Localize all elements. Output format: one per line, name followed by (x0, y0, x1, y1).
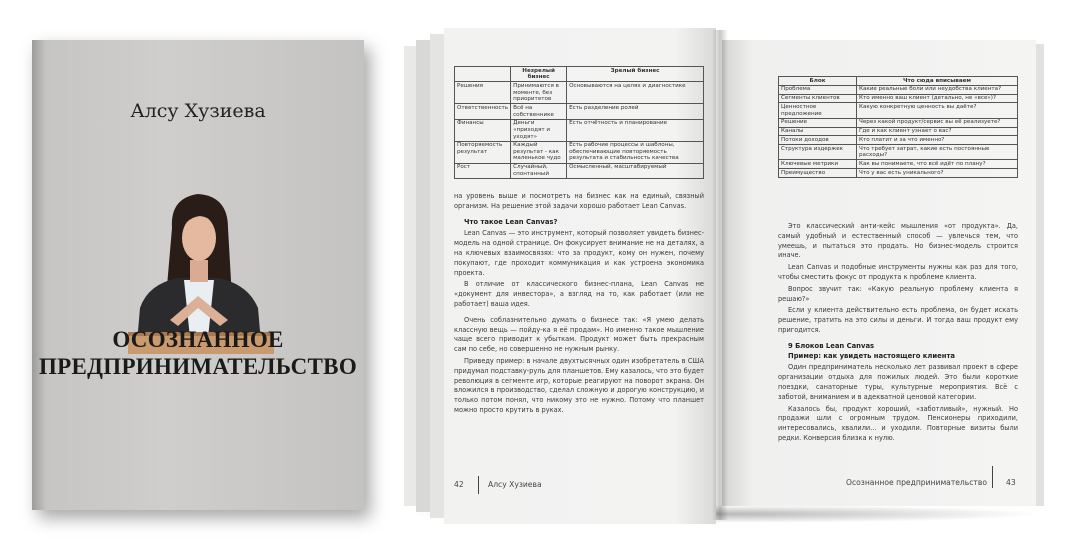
table-cell: Кто платит и за что именно? (857, 136, 1018, 145)
table-cell: Есть отчётность и планирование (567, 119, 704, 141)
table-row (455, 141, 704, 163)
table-cell: Финансы (455, 119, 511, 141)
table-cell: Каналы (779, 127, 857, 136)
table-cell: Какие реальные боли или неудобства клиента? (857, 85, 1018, 94)
page-number: 42 (454, 480, 464, 489)
table-cell: Решения (455, 82, 511, 104)
table-cell: Каждый результат - как маленькое чудо (511, 141, 567, 163)
table-cell: Принимаются в моменте, без приоритетов (511, 82, 567, 104)
table-cell: Через какой продукт/сервис вы её реализуете? (857, 118, 1018, 127)
paragraph: Это классический анти-кейс мышления «от продукта». Да, самый удобный и естественный способ — увлечься тем, что умеешь, и пытаться это продать. Но бизнес-модель строится иначе. (778, 222, 1018, 260)
left-page (444, 28, 716, 524)
paragraph: Если у клиента действительно есть проблема, он будет искать решение, тратить на это силы и деньги. И тогда ваш продукт ему пригодится. (778, 306, 1018, 334)
table-row (779, 136, 1018, 145)
table-cell: Кто именно ваш клиент (детально, не «все»)? (857, 94, 1018, 103)
table-header-row (779, 77, 1018, 86)
footer-divider (478, 476, 479, 494)
table-cell: Проблема (779, 85, 857, 94)
table-row (779, 94, 1018, 103)
table-cell: Где и как клиент узнает о вас? (857, 127, 1018, 136)
section-subheading: Пример: как увидеть настоящего клиента (788, 351, 955, 360)
table-cell: Как вы понимаете, что всё идёт по плану? (857, 160, 1018, 169)
table-header (455, 67, 511, 82)
table-header: Зрелый бизнес (567, 67, 704, 82)
table-row (455, 104, 704, 119)
paragraph: на уровень выше и посмотреть на бизнес как на единый, связный организм. На решение этой задачи хорошо работает Lean Canvas. (454, 192, 704, 210)
table-cell: Есть разделение ролей (567, 104, 704, 119)
footer-divider (992, 466, 993, 488)
book-cover (32, 40, 364, 510)
table-cell: Деньги «приходят и уходят» (511, 119, 567, 141)
table-header-row (455, 67, 704, 82)
page-number: 43 (1006, 478, 1016, 487)
right-page (722, 40, 1036, 506)
section-heading: 9 Блоков Lean Canvas (788, 341, 875, 350)
cover-author: Алсу Хузиева (130, 100, 266, 122)
table-row (779, 169, 1018, 178)
table-cell: Есть рабочие процессы и шаблоны, обеспечивающие повторяемость результата и стабильность качества (567, 141, 704, 163)
paragraph: Очень соблазнительно думать о бизнесе так: «Я умею делать классную вещь — пойду-ка я её продам». Но именно такое мышление чаще всего приводит к убыткам. Продукт может быть прекрасным сам по себе, но совершенно не нужным рынку. (454, 315, 704, 354)
running-head: Осознанное предпринимательство (846, 478, 987, 487)
table-cell: Решение (779, 118, 857, 127)
table-row (455, 163, 704, 178)
table-cell: Сегменты клиентов (779, 94, 857, 103)
table-row (779, 103, 1018, 118)
maturity-table (454, 66, 704, 179)
table-cell: Основываются на целях и диагностике (567, 82, 704, 104)
lean-canvas-table (778, 76, 1018, 178)
table-cell: Осмысленный, масштабируемый (567, 163, 704, 178)
table-cell: Рост (455, 163, 511, 178)
table-cell: Потоки доходов (779, 136, 857, 145)
paragraph: В отличие от классического бизнес-плана, Lean Canvas не «документ для инвестора», а взгляд на то, как работает (или не работает) ваша идея. (454, 280, 704, 308)
table-row (455, 119, 704, 141)
table-header: Незрелый бизнес (511, 67, 567, 82)
paragraph: Приведу пример: в начале двухтысячных один изобретатель в США придумал подставку-руль для планшетов. Ему казалось, что это будет революция в сегменте игр, которые реагируют на поворот экрана. Он вложился в производство, сделал сложную и дорогую конструкцию, и только потом понял, что никому это не нужно. Потому что планшет можно просто крутить в руках. (454, 356, 704, 414)
spine-shadow (712, 30, 728, 520)
table-cell: Что у вас есть уникального? (857, 169, 1018, 178)
table-cell: Ключевые метрики (779, 160, 857, 169)
left-page-body (454, 192, 704, 418)
table-cell: Всё на собственнике (511, 104, 567, 119)
table-row (455, 82, 704, 104)
table-row (779, 127, 1018, 136)
table-row (779, 118, 1018, 127)
table-cell: Повторяемость результат (455, 141, 511, 163)
table-cell: Ответственность (455, 104, 511, 119)
paragraph: Lean Canvas — это инструмент, который позволяет увидеть бизнес-модель на одной странице. Он фокусирует внимание не на деталях, а на ключевых взаимосвязях: что за продукт, кому он нужен, почему покупают, где проходит коммуникация и как устроена экономика проекта. (454, 229, 704, 277)
table-cell: Преимущество (779, 169, 857, 178)
paragraph: Вопрос звучит так: «Какую реальную проблему клиента я решаю?» (778, 284, 1018, 303)
table-cell: Что требует затрат, какие есть постоянные расходы? (857, 145, 1018, 160)
table-row (779, 145, 1018, 160)
paragraph: Lean Canvas и подобные инструменты нужны как раз для того, чтобы сместить фокус от продукта к проблеме клиента. (778, 263, 1018, 281)
section-heading: Что такое Lean Canvas? (464, 217, 558, 226)
cover-title (32, 326, 364, 380)
table-cell: Структура издержек (779, 145, 857, 160)
table-row (779, 160, 1018, 169)
cover-title-line1: ОСОЗНАННОЕ (112, 327, 284, 352)
table-cell: Ценностное предложение (779, 103, 857, 118)
cover-title-line2: ПРЕДПРИНИМАТЕЛЬСТВО (38, 354, 358, 379)
table-row (779, 85, 1018, 94)
right-page-body (778, 222, 1018, 446)
table-cell: Какую конкретную ценность вы даёте? (857, 103, 1018, 118)
table-header: Что сюда вписываем (857, 77, 1018, 86)
table-header: Блок (779, 77, 857, 86)
running-head: Алсу Хузиева (488, 480, 542, 489)
paragraph: Казалось бы, продукт хороший, «заботливый», нужный. Но продажи шли с огромным трудом. Пенсионеры приходили, интересовались, хвалили... и уходили. Повторные визиты были редки. Конверсия близка к нулю. (778, 404, 1018, 442)
table-cell: Случайный, спонтанный (511, 163, 567, 178)
paragraph: Один предприниматель несколько лет развивал проект в сфере организации отдыха для пожилых людей. Это были короткие поездки, санаторные туры, культурные мероприятия. Всё с заботой, вниманием и в адекватной ценовой категории. (778, 363, 1018, 401)
